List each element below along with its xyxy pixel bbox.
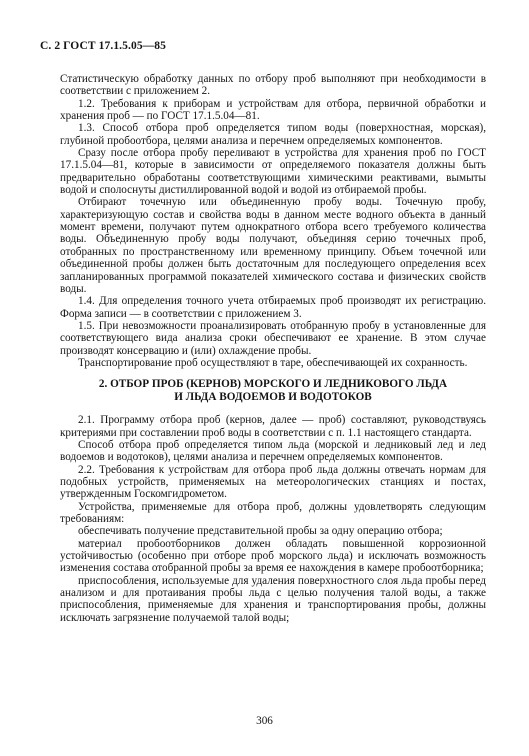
paragraph: приспособления, используемые для удаления поверхностного слоя льда пробы перед анализом и для протаивания пробы льда с целью получения талой воды, а также приспособления, применяемые для хранения и транспортирования пробы, должны исключать загрязнение получаемой талой воды; bbox=[60, 574, 486, 624]
paragraph: 1.4. Для определения точного учета отбираемых проб производят их регистрацию. Форма записи — в соответствии с приложением 3. bbox=[60, 295, 486, 320]
section-heading bbox=[60, 378, 486, 403]
paragraph: 2.2. Требования к устройствам для отбора проб льда должны отвечать нормам для подобных устройств, применяемых на метеорологических станциях и постах, утвержденным Госкомгидрометом. bbox=[60, 463, 486, 501]
paragraph: обеспечивать получение представительной пробы за одну операцию отбора; bbox=[78, 525, 443, 538]
paragraph: 2.1. Программу отбора проб (кернов, далее — проб) составляют, руководствуясь критериями при составлении проб воды в соответствии с п. 1.1 настоящего стандарта. bbox=[60, 414, 486, 439]
paragraph: Отбирают точечную или объединенную пробу воды. Точечную пробу, характеризующую состав и свойства воды в данном месте водного объекта в данный момент времени, получают путем однократного отбора всего требуемого количества воды. Объединенную пробу воды получают, объединяя серию точечных проб, отобранных по пространственному или временному принципу. Объем точечной или объединенной пробы должен быть достаточным для последующего определения всех запланированных программой показателей химического состава и физических свойств воды. bbox=[60, 196, 486, 295]
paragraph: 1.5. При невозможности проанализировать отобранную пробу в установленные для соответствующего вида анализа сроки обеспечивают ее хранение. В этом случае производят консервацию и (или) охлаждение пробы. bbox=[60, 319, 486, 357]
running-header: С. 2 ГОСТ 17.1.5.05—85 bbox=[40, 40, 166, 52]
paragraph: 1.3. Способ отбора проб определяется типом воды (поверхностная, морская), глубиной пробоотбора, целями анализа и перечнем определяемых компонентов. bbox=[60, 122, 486, 147]
paragraph: 1.2. Требования к приборам и устройствам для отбора, первичной обработки и хранения проб — по ГОСТ 17.1.5.04—81. bbox=[60, 97, 486, 123]
paragraph: Способ отбора проб определяется типом льда (морской и ледниковый лед и лед водоемов и водотоков), целями анализа и перечнем определяемых компонентов. bbox=[60, 438, 486, 464]
paragraph: Транспортирование проб осуществляют в таре, обеспечивающей их сохранность. bbox=[78, 356, 468, 369]
paragraph: Сразу после отбора пробу переливают в устройства для хранения проб по ГОСТ 17.1.5.04—81, которые в зависимости от определяемого показателя должны быть предварительно обработаны соответствующими химическими реактивами, вымыты водой и сполоснуты дистиллированной водой и водой из отбираемой пробы. bbox=[60, 147, 486, 197]
page-number: 306 bbox=[256, 715, 273, 727]
page-body bbox=[60, 73, 486, 624]
paragraph: Статистическую обработку данных по отбору проб выполняют при необходимости в соответствии с приложением 2. bbox=[60, 73, 486, 98]
paragraph: Устройства, применяемые для отбора проб, должны удовлетворять следующим требованиям: bbox=[60, 500, 486, 525]
paragraph: материал пробоотборников должен обладать повышенной коррозионной устойчивостью (особенно при отборе проб морского льда) и исключать возможность изменения состава отобранной пробы за время ее нахождения в камере пробоотборника; bbox=[60, 537, 486, 575]
section-heading-line-2: И ЛЬДА ВОДОЕМОВ И ВОДОТОКОВ bbox=[174, 390, 372, 403]
section-heading-line-1: 2. ОТБОР ПРОБ (КЕРНОВ) МОРСКОГО И ЛЕДНИКОВОГО ЛЬДА bbox=[98, 378, 448, 391]
